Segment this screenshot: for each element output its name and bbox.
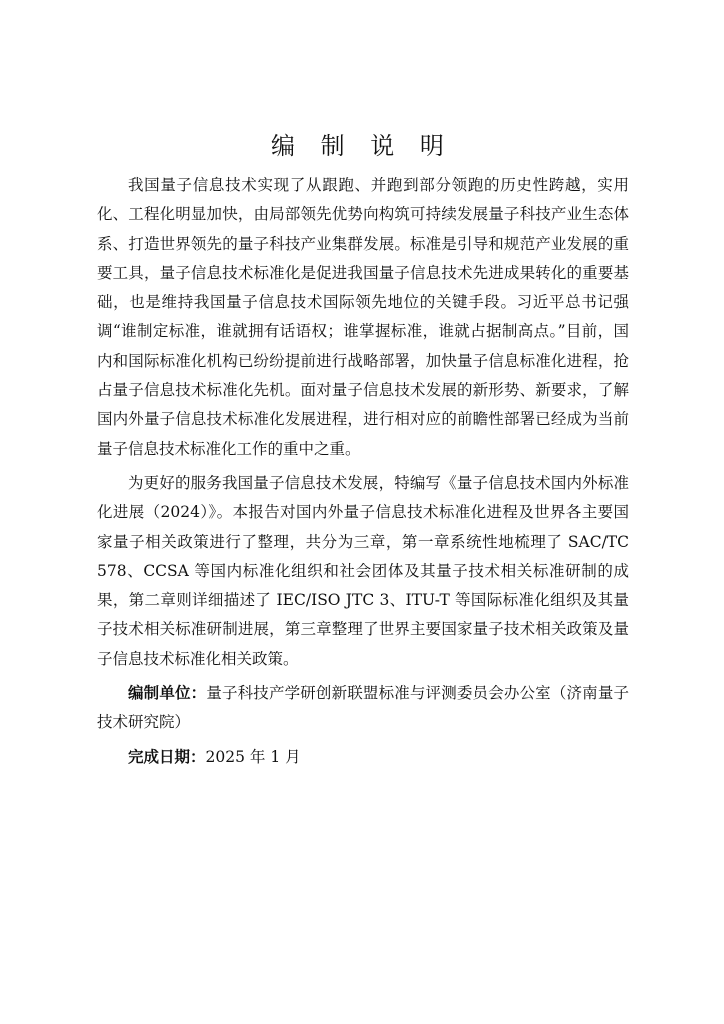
paragraph-intro: 我国量子信息技术实现了从跟跑、并跑到部分领跑的历史性跨越，实用化、工程化明显加快，由局部领先优势向构筑可持续发展量子科技产业生态体系、打造世界领先的量子科技产业集群发展。标准是引导和规范产业发展的重要工具，量子信息技术标准化是促进我国量子信息技术先进成果转化的重要基础，也是维持我国量子信息技术国际领先地位的关键手段。习近平总书记强调“谁制定标准，谁就拥有话语权；谁掌握标准，谁就占据制高点。”目前，国内和国际标准化机构已纷纷提前进行战略部署，加快量子信息标准化进程，抢占量子信息技术标准化先机。面对量子信息技术发展的新形势、新要求，了解国内外量子信息技术标准化发展进程，进行相对应的前瞻性部署已经成为当前量子信息技术标准化工作的重中之重。 bbox=[97, 176, 629, 458]
paragraph-report-summary: 为更好的服务我国量子信息技术发展，特编写《量子信息技术国内外标准化进展（2024）》。本报告对国内外量子信息技术标准化进程及世界各主要国家量子相关政策进行了整理，共分为三章，第一章系统性地梳理了 SAC/TC 578、CCSA 等国内标准化组织和社会团体及其量子技术相关标准研制的成果，第二章则详细描述了 IEC/ISO JTC 3、ITU-T 等国际标准化组织及其量子技术相关标准研制进展，第三章整理了世界主要国家量子技术相关政策及量子信息技术标准化相关政策。 bbox=[97, 473, 629, 668]
date-label: 完成日期： bbox=[128, 747, 206, 766]
page-title: 编 制 说 明 bbox=[271, 132, 453, 160]
compiler-line bbox=[97, 679, 629, 738]
date-line bbox=[97, 743, 629, 772]
document-body bbox=[97, 171, 629, 772]
compiler-label: 编制单位： bbox=[128, 684, 207, 703]
compiler-value: 量子科技产学研创新联盟标准与评测委员会办公室（济南量子技术研究院） bbox=[97, 684, 629, 732]
date-value: 2025 年 1 月 bbox=[205, 747, 301, 766]
